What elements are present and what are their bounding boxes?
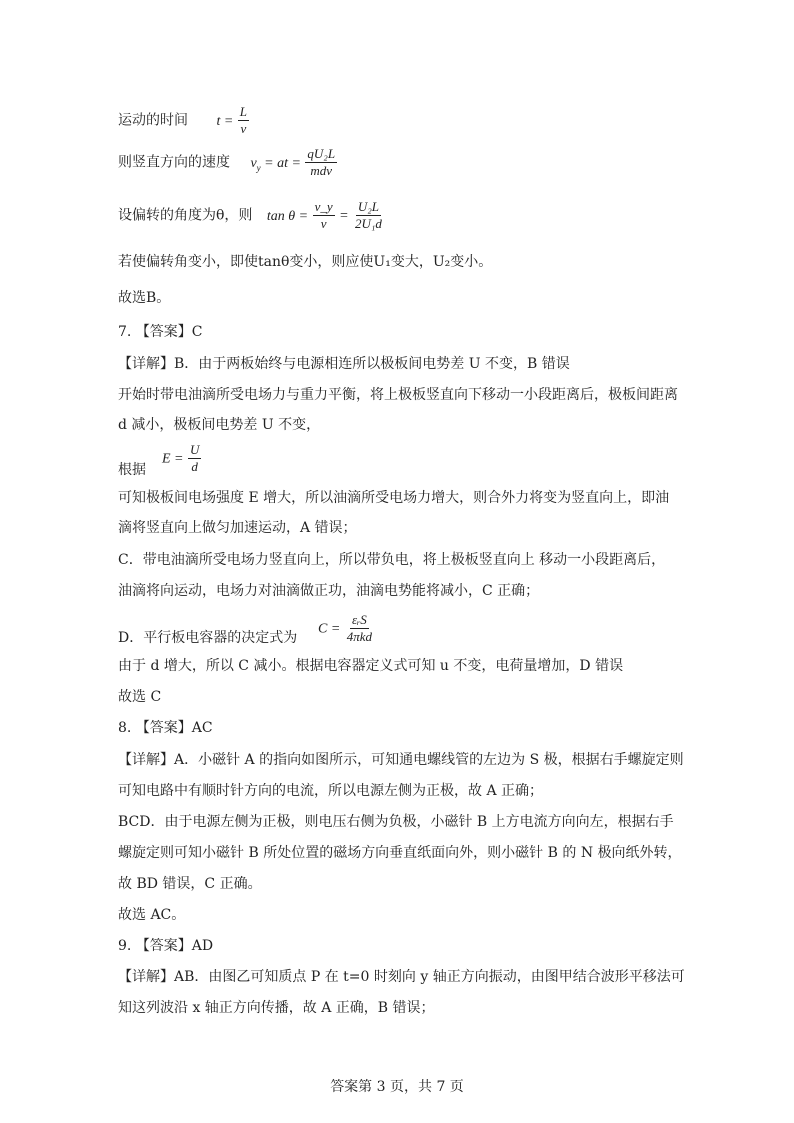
text-line: 【详解】A．小磁针 A 的指向如图所示，可知通电螺线管的左边为 S 极，根据右手螺旋定则 — [118, 752, 684, 768]
text-line: 开始时带电油滴所受电场力与重力平衡，将上极板竖直向下移动一小段距离后，极板间距离 — [118, 387, 678, 403]
eq-label: 运动的时间 — [118, 112, 188, 129]
text-line: d 减小，极板间电势差 U 不变， — [118, 417, 321, 433]
text-line: 故选 C — [118, 689, 162, 705]
text-line: 【详解】AB．由图乙可知质点 P 在 t=0 时刻向 y 轴正方向振动，由图甲结合波形平移法可 — [118, 969, 685, 985]
eq-label: D．平行板电容器的决定式为 — [118, 630, 298, 646]
answer-heading: 7. 【答案】C — [118, 324, 203, 340]
text-line: 【详解】B．由于两板始终与电源相连所以极板间电势差 U 不变，B 错误 — [118, 356, 570, 372]
answer-heading: 8. 【答案】AC — [118, 720, 213, 736]
fraction: $\frac{U}{d}$ — [189, 442, 200, 474]
fraction: $\frac{\text{qU₂L}}{\text{mdv}}$ — [307, 146, 336, 178]
text-line: 螺旋定则可知小磁针 B 所处位置的磁场方向垂直纸面向外，则小磁针 B 的 N 极向纸外转， — [118, 845, 682, 861]
text-line: 知这列波沿 x 轴正方向传播，故 A 正确，B 错误； — [118, 1000, 435, 1016]
eq-line-time — [118, 104, 249, 137]
text-line: C．带电油滴所受电场力竖直向上，所以带负电，将上极板竖直向上 移动一小段距离后， — [118, 552, 666, 568]
text-line: 可知电路中有顺时针方向的电流，所以电源左侧为正极，故 A 正确； — [118, 783, 544, 799]
eq-line-tan: 设偏转的角度为θ，则 tan θ = $\frac{v\_y}{v}$ = $\frac{\text{U₂L}}{\text{2U₁d}}$ — [118, 199, 382, 231]
text-line: BCD．由于电源左侧为正极，则电压右侧为负极，小磁针 B 上方电流方向向左，根据右手 — [118, 814, 674, 830]
text-line: 油滴将向运动，电场力对油滴做正功，油滴电势能将减小，C 正确； — [118, 583, 540, 599]
eq-lhs: t = — [216, 113, 234, 129]
eq-lhs: E = — [162, 451, 184, 467]
eq-lhs: C = — [318, 621, 341, 637]
fraction: $\frac{\text{εᵣS}}{\text{4πkd}}$ — [346, 612, 373, 644]
text-line: 由于 d 增大，所以 C 减小。根据电容器定义式可知 u 不变，电荷量增加，D 错误 — [118, 658, 624, 674]
eq-label: 设偏转的角度为θ，则 — [118, 207, 253, 224]
text-line: 故 BD 错误，C 正确。 — [118, 876, 262, 892]
answer-heading: 9. 【答案】AD — [118, 938, 214, 954]
fraction: $\frac{v\_y}{v}$ — [314, 199, 333, 231]
eq-label: 则竖直方向的速度 — [118, 154, 230, 171]
fraction: $\frac{\text{U₂L}}{\text{2U₁d}}$ — [354, 199, 382, 231]
text-line: 若使偏转角变小，即使tanθ变小，则应使U₁变大，U₂变小。 — [118, 254, 493, 270]
text-line: 可知极板间电场强度 E 增大，所以油滴所受电场力增大，则合外力将变为竖直向上，即油 — [118, 490, 670, 506]
fraction: $\frac{L}{v}$ — [239, 104, 247, 136]
text-line: 故选B。 — [118, 290, 171, 306]
page-footer: 答案第 3 页，共 7 页 — [330, 1079, 464, 1095]
eq-line-velocity — [118, 146, 337, 179]
text-line: 故选 AC。 — [118, 907, 186, 923]
eq-label: 根据 — [118, 462, 146, 478]
text-line: 滴将竖直向上做匀加速运动，A 错误； — [118, 520, 357, 536]
eq-lhs: tan θ = — [266, 208, 309, 224]
eq-lhs: $v_y$ = at = — [250, 155, 301, 173]
